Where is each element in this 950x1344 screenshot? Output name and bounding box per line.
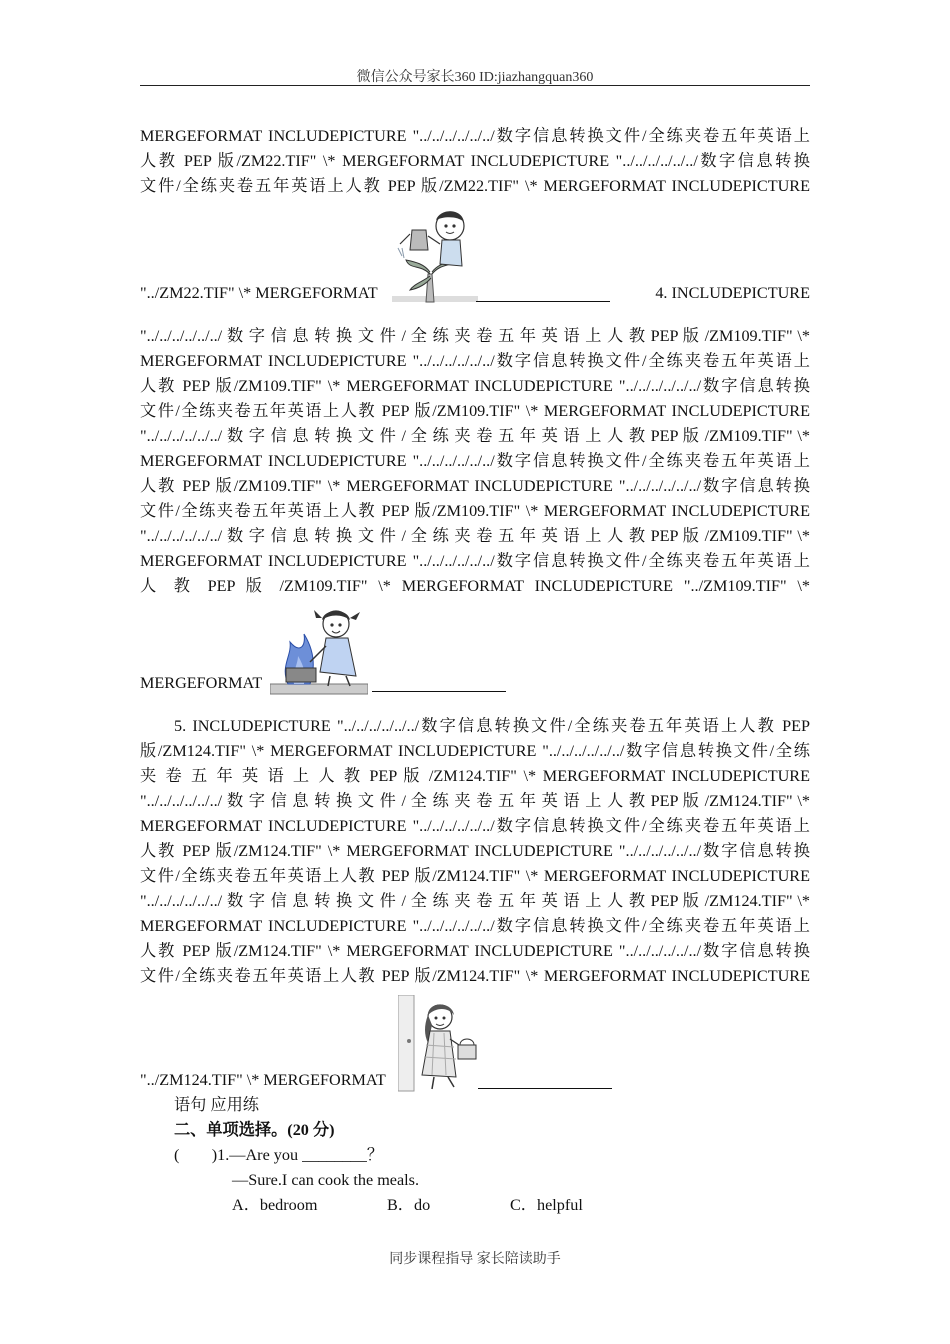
field-code-text: "../ZM22.TIF" \* MERGEFORMAT	[140, 284, 378, 302]
section-title: 二、单项选择。(20 分)	[174, 1121, 335, 1139]
text-line: 人教 PEP 版/ZM124.TIF" \* MERGEFORMAT INCLUDEPICTURE "../../../../../../数字信息转换	[140, 842, 810, 860]
basket-girl-illustration	[398, 995, 478, 1093]
text-line: MERGEFORMAT INCLUDEPICTURE "../../../../../../数字信息转换文件/全练夹卷五年英语上	[140, 917, 810, 935]
text-line: MERGEFORMAT INCLUDEPICTURE "../../../../../../数字信息转换文件/全练夹卷五年英语上	[140, 552, 810, 570]
figure-line-4	[140, 599, 810, 696]
question-answer-line: —Sure.I can cook the meals.	[232, 1171, 419, 1189]
text-line: MERGEFORMAT INCLUDEPICTURE "../../../../../../数字信息转换文件/全练夹卷五年英语上	[140, 127, 810, 145]
text-line: 5. INCLUDEPICTURE "../../../../../../数字信息转换文件/全练夹卷五年英语上人教 PEP	[174, 717, 810, 735]
text-line: 文件/全练夹卷五年英语上人教 PEP 版/ZM109.TIF" \* MERGEFORMAT INCLUDEPICTURE	[140, 502, 810, 520]
text-line: 夹 卷 五 年 英 语 上 人 教 PEP 版 /ZM124.TIF" \* MERGEFORMAT INCLUDEPICTURE	[140, 767, 810, 785]
text-line: 文件/全练夹卷五年英语上人教 PEP 版/ZM124.TIF" \* MERGEFORMAT INCLUDEPICTURE	[140, 867, 810, 885]
section-subtitle: 语句 应用练	[174, 1096, 259, 1114]
text-line: 版/ZM124.TIF" \* MERGEFORMAT INCLUDEPICTURE "../../../../../../数字信息转换文件/全练	[140, 742, 810, 760]
page-footer: 同步课程指导 家长陪读助手	[389, 1252, 561, 1267]
watering-girl-illustration	[392, 204, 478, 306]
answer-blank[interactable]	[372, 691, 506, 692]
text-line: "../../../../../../ 数 字 信 息 转 换 文 件 / 全 练 夹 卷 五 年 英 语 上 人 教 PEP 版 /ZM109.TIF" \*	[140, 327, 810, 345]
answer-blank[interactable]	[478, 1088, 612, 1089]
text-line: 人教 PEP 版/ZM109.TIF" \* MERGEFORMAT INCLUDEPICTURE "../../../../../../数字信息转换	[140, 477, 810, 495]
option-b[interactable]: B．do	[387, 1196, 431, 1214]
text-line: MERGEFORMAT INCLUDEPICTURE "../../../../../../数字信息转换文件/全练夹卷五年英语上	[140, 352, 810, 370]
field-code-text: MERGEFORMAT	[140, 674, 263, 692]
text-line: MERGEFORMAT INCLUDEPICTURE "../../../../../../数字信息转换文件/全练夹卷五年英语上	[140, 452, 810, 470]
text-line: 人教 PEP 版/ZM109.TIF" \* MERGEFORMAT INCLUDEPICTURE "../../../../../../数字信息转换	[140, 377, 810, 395]
page-header: 微信公众号家长360 ID:jiazhangquan360	[356, 70, 594, 85]
options-row	[232, 1193, 810, 1218]
text-line: 人教 PEP 版/ZM124.TIF" \* MERGEFORMAT INCLUDEPICTURE "../../../../../../数字信息转换	[140, 942, 810, 960]
text-line: 人教 PEP 版/ZM22.TIF" \* MERGEFORMAT INCLUDEPICTURE "../../../../../../数字信息转换	[140, 152, 810, 170]
document-body	[140, 124, 810, 1218]
figure-line-5	[140, 989, 810, 1093]
option-a[interactable]: A．bedroom	[232, 1196, 318, 1214]
figure-line-3	[140, 199, 810, 306]
text-line: "../../../../../../ 数 字 信 息 转 换 文 件 / 全 练 夹 卷 五 年 英 语 上 人 教 PEP 版 /ZM124.TIF" \*	[140, 792, 810, 810]
text-line: "../../../../../../ 数 字 信 息 转 换 文 件 / 全 练 夹 卷 五 年 英 语 上 人 教 PEP 版 /ZM109.TIF" \*	[140, 527, 810, 545]
text-line: "../../../../../../ 数 字 信 息 转 换 文 件 / 全 练 夹 卷 五 年 英 语 上 人 教 PEP 版 /ZM124.TIF" \*	[140, 892, 810, 910]
next-item-text: 4. INCLUDEPICTURE	[655, 284, 810, 302]
text-line: 文件/全练夹卷五年英语上人教 PEP 版/ZM109.TIF" \* MERGEFORMAT INCLUDEPICTURE	[140, 402, 810, 420]
text-line: 文件/全练夹卷五年英语上人教 PEP 版/ZM22.TIF" \* MERGEFORMAT INCLUDEPICTURE	[140, 177, 810, 195]
option-c[interactable]: C．helpful	[510, 1196, 583, 1214]
text-line: 文件/全练夹卷五年英语上人教 PEP 版/ZM124.TIF" \* MERGEFORMAT INCLUDEPICTURE	[140, 967, 810, 985]
header-rule	[140, 85, 810, 86]
answer-blank[interactable]	[476, 301, 610, 302]
question-stem: ( )1.—Are you ________？	[174, 1146, 384, 1164]
text-line: 人 教 PEP 版 /ZM109.TIF" \* MERGEFORMAT INCLUDEPICTURE "../ZM109.TIF" \*	[140, 577, 810, 595]
field-code-text: "../ZM124.TIF" \* MERGEFORMAT	[140, 1071, 386, 1089]
cooking-girl-illustration	[270, 606, 368, 696]
text-line: MERGEFORMAT INCLUDEPICTURE "../../../../../../数字信息转换文件/全练夹卷五年英语上	[140, 817, 810, 835]
text-line: "../../../../../../ 数 字 信 息 转 换 文 件 / 全 练 夹 卷 五 年 英 语 上 人 教 PEP 版 /ZM109.TIF" \*	[140, 427, 810, 445]
